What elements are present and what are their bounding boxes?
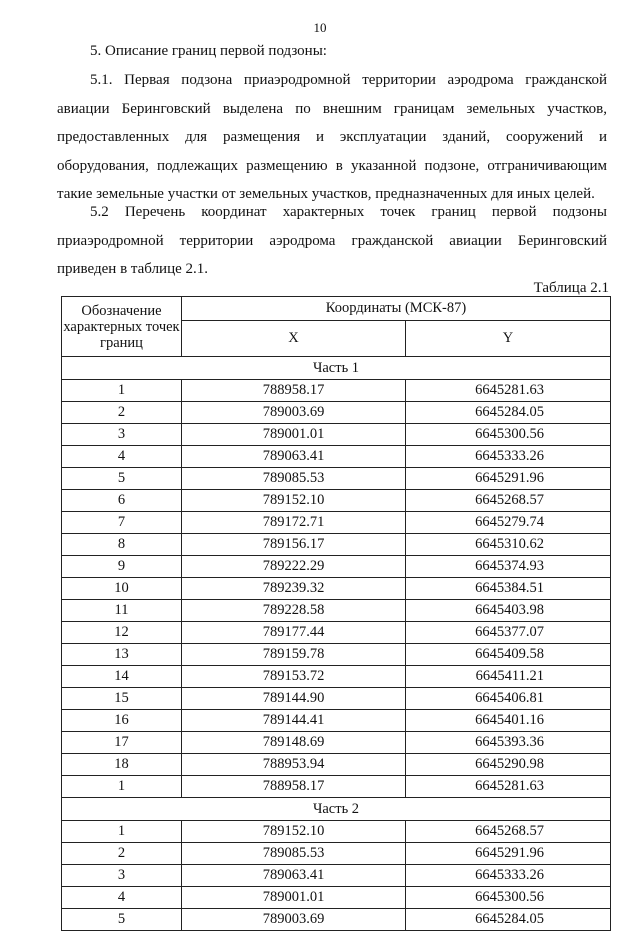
point-number-cell: 11 (62, 600, 182, 622)
table-row (62, 578, 611, 600)
coord-x-cell: 789063.41 (182, 446, 406, 468)
coord-x-cell: 789153.72 (182, 666, 406, 688)
point-number-cell: 18 (62, 754, 182, 776)
point-number-cell: 3 (62, 424, 182, 446)
coord-x-cell: 789228.58 (182, 600, 406, 622)
coord-y-cell: 6645281.63 (406, 380, 611, 402)
point-number-cell: 5 (62, 468, 182, 490)
point-number-cell: 12 (62, 622, 182, 644)
point-number-cell: 1 (62, 821, 182, 843)
point-number-cell: 2 (62, 843, 182, 865)
point-number-cell: 14 (62, 666, 182, 688)
table-row (62, 490, 611, 512)
coord-x-cell: 789085.53 (182, 468, 406, 490)
coord-x-cell: 789144.41 (182, 710, 406, 732)
table-row (62, 402, 611, 424)
table-body (62, 357, 611, 931)
part-1-row (62, 357, 611, 380)
coord-y-cell: 6645403.98 (406, 600, 611, 622)
coord-y-cell: 6645284.05 (406, 402, 611, 424)
coord-x-cell: 788958.17 (182, 380, 406, 402)
point-number-cell: 1 (62, 776, 182, 798)
table-row (62, 556, 611, 578)
point-number-cell: 13 (62, 644, 182, 666)
table-row (62, 887, 611, 909)
point-number-cell: 16 (62, 710, 182, 732)
coord-y-cell: 6645411.21 (406, 666, 611, 688)
paragraph-5-2: 5.2 Перечень координат характерных точек границ первой подзоны приаэродромной территории аэродрома гражданской авиации Беринговский приведен в таблице 2.1. (57, 204, 607, 278)
table-row (62, 865, 611, 887)
point-number-cell: 6 (62, 490, 182, 512)
point-number-cell: 7 (62, 512, 182, 534)
point-number-cell: 4 (62, 446, 182, 468)
coord-x-cell: 789063.41 (182, 865, 406, 887)
coord-x-cell: 789003.69 (182, 402, 406, 424)
coord-x-cell: 789177.44 (182, 622, 406, 644)
paragraph-5-1: 5.1. Первая подзона приаэродромной территории аэродрома гражданской авиации Беринговский выделена по внешним границам земельных участков, предоставленных для размещения и эксплуатации зданий, сооружений и оборудования, подлежащих размещению в указанной подзоне, отграничивающим такие земельные участки от земельных участков, предназначенных для иных целей. (57, 72, 607, 203)
table-row (62, 821, 611, 843)
table-row (62, 710, 611, 732)
table-row (62, 468, 611, 490)
coord-y-cell: 6645300.56 (406, 887, 611, 909)
table-row (62, 600, 611, 622)
table-row (62, 776, 611, 798)
table-row (62, 446, 611, 468)
coord-y-cell: 6645268.57 (406, 821, 611, 843)
coord-y-cell: 6645374.93 (406, 556, 611, 578)
table-row (62, 424, 611, 446)
point-number-cell: 9 (62, 556, 182, 578)
page-number: 10 (313, 20, 327, 35)
coord-y-cell: 6645268.57 (406, 490, 611, 512)
coord-x-cell: 789152.10 (182, 821, 406, 843)
table-row (62, 380, 611, 402)
point-number-cell: 3 (62, 865, 182, 887)
coord-x-cell: 789156.17 (182, 534, 406, 556)
table-row (62, 843, 611, 865)
coord-y-cell: 6645377.07 (406, 622, 611, 644)
table-row (62, 512, 611, 534)
coord-x-cell: 788953.94 (182, 754, 406, 776)
coord-y-cell: 6645393.36 (406, 732, 611, 754)
coord-x-cell: 789003.69 (182, 909, 406, 931)
coord-y-cell: 6645281.63 (406, 776, 611, 798)
coord-x-cell: 789148.69 (182, 732, 406, 754)
part-1-row-title: Часть 1 (62, 357, 611, 380)
coord-y-cell: 6645401.16 (406, 710, 611, 732)
coord-y-cell: 6645384.51 (406, 578, 611, 600)
coord-x-cell: 788958.17 (182, 776, 406, 798)
coord-x-cell: 789159.78 (182, 644, 406, 666)
coord-y-cell: 6645406.81 (406, 688, 611, 710)
header-coordinates: Координаты (МСК-87) (182, 297, 611, 321)
header-y: Y (406, 321, 611, 357)
header-points: Обозначение характерных точек границ (62, 297, 182, 357)
table-row (62, 688, 611, 710)
coord-y-cell: 6645279.74 (406, 512, 611, 534)
point-number-cell: 2 (62, 402, 182, 424)
coord-y-cell: 6645409.58 (406, 644, 611, 666)
coord-x-cell: 789172.71 (182, 512, 406, 534)
coord-y-cell: 6645310.62 (406, 534, 611, 556)
table-row (62, 644, 611, 666)
coord-x-cell: 789239.32 (182, 578, 406, 600)
coord-x-cell: 789152.10 (182, 490, 406, 512)
point-number-cell: 1 (62, 380, 182, 402)
coord-y-cell: 6645284.05 (406, 909, 611, 931)
point-number-cell: 5 (62, 909, 182, 931)
table-caption: Таблица 2.1 (533, 280, 609, 296)
coord-x-cell: 789001.01 (182, 887, 406, 909)
coord-x-cell: 789001.01 (182, 424, 406, 446)
coord-x-cell: 789085.53 (182, 843, 406, 865)
coord-x-cell: 789222.29 (182, 556, 406, 578)
point-number-cell: 17 (62, 732, 182, 754)
table-row (62, 534, 611, 556)
point-number-cell: 4 (62, 887, 182, 909)
table-row (62, 909, 611, 931)
coord-y-cell: 6645333.26 (406, 446, 611, 468)
part-2-row-title: Часть 2 (62, 798, 611, 821)
coord-y-cell: 6645291.96 (406, 468, 611, 490)
coordinates-table (61, 296, 611, 931)
coord-y-cell: 6645333.26 (406, 865, 611, 887)
coord-y-cell: 6645291.96 (406, 843, 611, 865)
coord-x-cell: 789144.90 (182, 688, 406, 710)
table-row (62, 666, 611, 688)
section-heading: 5. Описание границ первой подзоны: (90, 43, 327, 59)
part-2-row (62, 798, 611, 821)
table-row (62, 732, 611, 754)
table-row (62, 754, 611, 776)
coord-y-cell: 6645300.56 (406, 424, 611, 446)
point-number-cell: 15 (62, 688, 182, 710)
header-x: X (182, 321, 406, 357)
table-row (62, 622, 611, 644)
point-number-cell: 10 (62, 578, 182, 600)
coord-y-cell: 6645290.98 (406, 754, 611, 776)
point-number-cell: 8 (62, 534, 182, 556)
